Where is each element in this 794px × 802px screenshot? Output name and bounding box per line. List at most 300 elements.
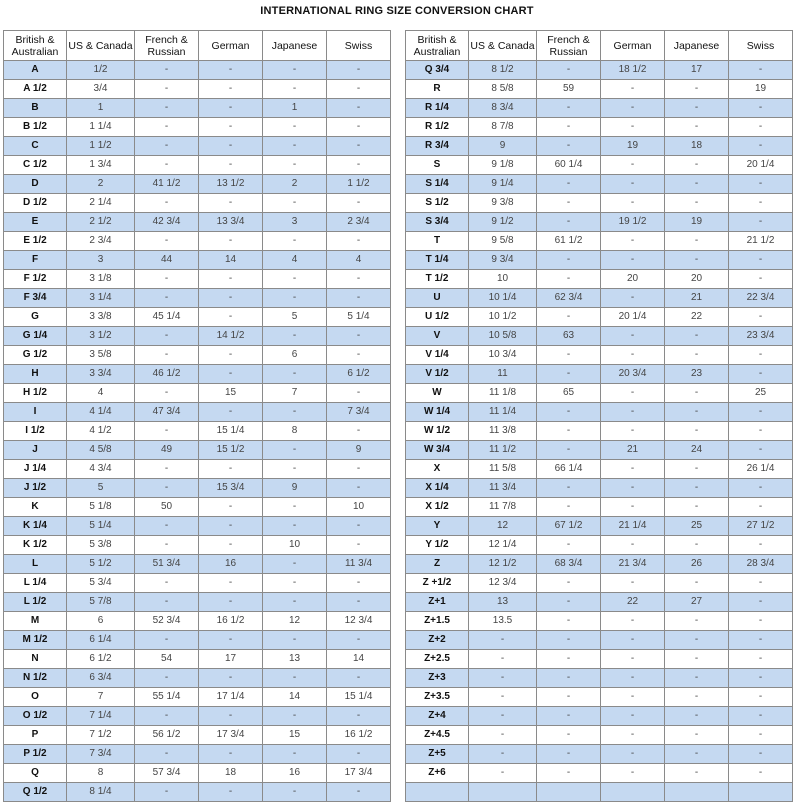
column-header-swiss: Swiss <box>327 31 391 61</box>
table-cell: - <box>601 327 665 346</box>
table-cell: - <box>263 137 327 156</box>
table-row <box>4 213 391 232</box>
table-cell: - <box>537 650 601 669</box>
table-cell: - <box>469 631 537 650</box>
table-cell: 10 5/8 <box>469 327 537 346</box>
table-cell: 17 3/4 <box>199 726 263 745</box>
table-cell: - <box>601 194 665 213</box>
table-cell: - <box>537 669 601 688</box>
table-cell: 12 1/2 <box>469 555 537 574</box>
table-cell: 41 1/2 <box>135 175 199 194</box>
table-cell: - <box>729 498 793 517</box>
table-row <box>406 460 793 479</box>
table-cell: - <box>135 118 199 137</box>
table-cell: - <box>665 745 729 764</box>
size-cell: Y <box>406 517 469 536</box>
table-cell: 8 5/8 <box>469 80 537 99</box>
size-cell: D <box>4 175 67 194</box>
table-cell: - <box>469 726 537 745</box>
table-cell: 3 <box>67 251 135 270</box>
table-cell: - <box>537 612 601 631</box>
table-cell: - <box>537 175 601 194</box>
table-cell: - <box>327 536 391 555</box>
table-row <box>4 156 391 175</box>
table-row <box>406 726 793 745</box>
table-cell: 13 <box>263 650 327 669</box>
table-cell: - <box>601 612 665 631</box>
table-cell: - <box>729 175 793 194</box>
table-cell: 2 3/4 <box>327 213 391 232</box>
table-cell: 10 3/4 <box>469 346 537 365</box>
size-cell: V 1/2 <box>406 365 469 384</box>
table-cell: 21 <box>665 289 729 308</box>
size-cell: X <box>406 460 469 479</box>
size-cell: M 1/2 <box>4 631 67 650</box>
table-row <box>4 327 391 346</box>
size-cell: F 3/4 <box>4 289 67 308</box>
table-cell: - <box>729 99 793 118</box>
table-cell: 17 <box>199 650 263 669</box>
table-row <box>4 232 391 251</box>
table-cell: 13.5 <box>469 612 537 631</box>
table-row <box>406 365 793 384</box>
table-cell: - <box>537 137 601 156</box>
table-row <box>4 764 391 783</box>
table-cell: - <box>199 80 263 99</box>
table-cell: 7 <box>67 688 135 707</box>
table-cell: - <box>665 175 729 194</box>
table-cell: - <box>729 479 793 498</box>
table-cell: 22 3/4 <box>729 289 793 308</box>
table-cell: 26 <box>665 555 729 574</box>
table-cell: - <box>199 137 263 156</box>
table-cell: 47 3/4 <box>135 403 199 422</box>
size-cell: X 1/4 <box>406 479 469 498</box>
table-cell: - <box>601 764 665 783</box>
table-cell: - <box>199 536 263 555</box>
table-cell: - <box>135 194 199 213</box>
table-cell: 18 <box>199 764 263 783</box>
table-cell: - <box>601 688 665 707</box>
table-cell: 21 3/4 <box>601 555 665 574</box>
size-cell: G <box>4 308 67 327</box>
table-cell: - <box>729 422 793 441</box>
table-cell: - <box>199 707 263 726</box>
table-cell: 11 7/8 <box>469 498 537 517</box>
table-cell <box>537 783 601 802</box>
table-cell: 1 <box>67 99 135 118</box>
table-cell: - <box>263 707 327 726</box>
table-cell: - <box>729 194 793 213</box>
table-cell: - <box>263 365 327 384</box>
table-cell: 12 <box>263 612 327 631</box>
table-cell: - <box>263 80 327 99</box>
table-row <box>4 688 391 707</box>
table-cell: - <box>665 156 729 175</box>
table-cell: - <box>665 650 729 669</box>
table-cell: 9 5/8 <box>469 232 537 251</box>
table-row <box>406 137 793 156</box>
table-cell: - <box>537 270 601 289</box>
table-cell: - <box>729 251 793 270</box>
size-cell: H 1/2 <box>4 384 67 403</box>
table-cell: 19 <box>665 213 729 232</box>
table-row <box>4 270 391 289</box>
table-cell: 24 <box>665 441 729 460</box>
table-cell: - <box>135 156 199 175</box>
table-cell: - <box>729 346 793 365</box>
table-cell: 14 <box>263 688 327 707</box>
table-cell: - <box>537 726 601 745</box>
table-cell: 15 1/2 <box>199 441 263 460</box>
table-cell: - <box>135 270 199 289</box>
table-cell: - <box>263 118 327 137</box>
table-cell: - <box>135 593 199 612</box>
table-cell: - <box>327 156 391 175</box>
table-cell: 67 1/2 <box>537 517 601 536</box>
size-cell: Q <box>4 764 67 783</box>
table-cell: - <box>135 669 199 688</box>
table-cell: 7 <box>263 384 327 403</box>
table-cell: - <box>199 574 263 593</box>
size-cell: C 1/2 <box>4 156 67 175</box>
table-cell: 8 1/4 <box>67 783 135 802</box>
table-cell: - <box>263 669 327 688</box>
table-cell: 11 3/4 <box>327 555 391 574</box>
table-row <box>4 707 391 726</box>
table-cell: - <box>665 194 729 213</box>
table-cell: - <box>199 346 263 365</box>
table-cell: 17 <box>665 61 729 80</box>
table-cell: 7 1/4 <box>67 707 135 726</box>
table-cell: - <box>537 479 601 498</box>
table-cell: - <box>601 346 665 365</box>
table-row <box>406 688 793 707</box>
table-cell: - <box>665 327 729 346</box>
table-row <box>406 783 793 802</box>
table-row <box>4 650 391 669</box>
table-cell: 15 1/4 <box>327 688 391 707</box>
table-row <box>4 422 391 441</box>
table-cell: 15 <box>263 726 327 745</box>
table-cell: 27 1/2 <box>729 517 793 536</box>
table-cell: 8 3/4 <box>469 99 537 118</box>
size-cell: Q 1/2 <box>4 783 67 802</box>
table-cell: - <box>729 688 793 707</box>
table-row <box>4 289 391 308</box>
table-cell: 20 3/4 <box>601 365 665 384</box>
table-cell: 11 3/8 <box>469 422 537 441</box>
table-cell <box>729 783 793 802</box>
table-cell: - <box>469 650 537 669</box>
size-cell: X 1/2 <box>406 498 469 517</box>
table-cell: 9 <box>263 479 327 498</box>
table-cell: - <box>601 650 665 669</box>
table-cell: 20 1/4 <box>729 156 793 175</box>
size-cell: A <box>4 61 67 80</box>
table-row <box>406 232 793 251</box>
size-cell: K <box>4 498 67 517</box>
table-cell: - <box>729 213 793 232</box>
table-cell: - <box>729 612 793 631</box>
size-cell <box>406 783 469 802</box>
table-cell: - <box>601 669 665 688</box>
column-header-british-australian: British & Australian <box>4 31 67 61</box>
table-row <box>406 517 793 536</box>
table-cell: - <box>135 574 199 593</box>
table-cell: - <box>665 498 729 517</box>
table-cell: - <box>537 251 601 270</box>
table-cell: 12 3/4 <box>469 574 537 593</box>
table-row <box>406 479 793 498</box>
table-cell: 10 1/2 <box>469 308 537 327</box>
table-cell: - <box>601 99 665 118</box>
column-header-japanese: Japanese <box>665 31 729 61</box>
table-cell: 5 3/8 <box>67 536 135 555</box>
table-cell: - <box>665 80 729 99</box>
table-cell: 2 1/4 <box>67 194 135 213</box>
table-row <box>406 707 793 726</box>
table-cell: - <box>729 707 793 726</box>
table-row <box>4 631 391 650</box>
table-cell: - <box>537 194 601 213</box>
table-cell: 14 <box>199 251 263 270</box>
table-cell: 61 1/2 <box>537 232 601 251</box>
table-cell: 21 1/4 <box>601 517 665 536</box>
table-cell: 9 1/4 <box>469 175 537 194</box>
table-cell: 12 1/4 <box>469 536 537 555</box>
table-cell: 6 <box>67 612 135 631</box>
table-cell: - <box>665 118 729 137</box>
column-header-british-australian: British & Australian <box>406 31 469 61</box>
size-cell: E <box>4 213 67 232</box>
table-cell: - <box>327 270 391 289</box>
column-header-german: German <box>199 31 263 61</box>
table-cell: 5 1/2 <box>67 555 135 574</box>
table-cell: - <box>263 327 327 346</box>
table-row <box>406 156 793 175</box>
table-row <box>4 612 391 631</box>
size-cell: O <box>4 688 67 707</box>
table-cell: - <box>537 631 601 650</box>
table-cell <box>469 783 537 802</box>
table-cell: - <box>327 118 391 137</box>
table-cell: - <box>665 422 729 441</box>
table-cell: 25 <box>729 384 793 403</box>
table-row <box>4 783 391 802</box>
table-row <box>4 251 391 270</box>
table-cell: - <box>263 441 327 460</box>
table-cell: 5 1/4 <box>67 517 135 536</box>
table-cell: 4 5/8 <box>67 441 135 460</box>
table-cell: 1/2 <box>67 61 135 80</box>
table-row <box>4 460 391 479</box>
column-header-french-russian: French & Russian <box>135 31 199 61</box>
table-row <box>406 612 793 631</box>
table-cell: - <box>263 745 327 764</box>
table-cell: - <box>537 707 601 726</box>
table-cell: 20 1/4 <box>601 308 665 327</box>
column-header-german: German <box>601 31 665 61</box>
ring-size-table-left <box>3 30 391 802</box>
table-row <box>406 498 793 517</box>
table-cell: - <box>199 118 263 137</box>
table-cell: - <box>665 764 729 783</box>
table-row <box>406 213 793 232</box>
table-cell: - <box>601 422 665 441</box>
size-cell: I 1/2 <box>4 422 67 441</box>
table-header-row <box>4 31 391 61</box>
table-cell: - <box>263 498 327 517</box>
table-cell: 6 1/2 <box>327 365 391 384</box>
size-cell: F <box>4 251 67 270</box>
table-cell: - <box>263 232 327 251</box>
table-cell: 4 <box>263 251 327 270</box>
table-cell: - <box>327 574 391 593</box>
size-cell: Z+2.5 <box>406 650 469 669</box>
table-cell: 6 1/2 <box>67 650 135 669</box>
table-cell: - <box>601 479 665 498</box>
size-cell: O 1/2 <box>4 707 67 726</box>
table-cell: 13 <box>469 593 537 612</box>
table-cell: 22 <box>665 308 729 327</box>
table-cell: - <box>263 403 327 422</box>
table-cell: - <box>199 308 263 327</box>
table-row <box>406 384 793 403</box>
table-cell: - <box>135 289 199 308</box>
table-cell: 27 <box>665 593 729 612</box>
size-cell: C <box>4 137 67 156</box>
size-cell: U <box>406 289 469 308</box>
size-cell: K 1/4 <box>4 517 67 536</box>
table-cell: - <box>537 365 601 384</box>
size-cell: G 1/4 <box>4 327 67 346</box>
table-cell: - <box>135 232 199 251</box>
size-cell: H <box>4 365 67 384</box>
table-cell: 6 3/4 <box>67 669 135 688</box>
size-cell: P <box>4 726 67 745</box>
table-cell: 15 3/4 <box>199 479 263 498</box>
size-cell: B <box>4 99 67 118</box>
table-cell: - <box>327 137 391 156</box>
size-cell: W 1/4 <box>406 403 469 422</box>
table-cell: - <box>537 745 601 764</box>
table-cell: 19 <box>729 80 793 99</box>
table-cell: - <box>537 498 601 517</box>
table-cell: 17 3/4 <box>327 764 391 783</box>
table-row <box>406 403 793 422</box>
table-cell <box>665 783 729 802</box>
table-cell: 52 3/4 <box>135 612 199 631</box>
size-cell: S 3/4 <box>406 213 469 232</box>
table-row <box>4 403 391 422</box>
size-cell: A 1/2 <box>4 80 67 99</box>
table-cell: 66 1/4 <box>537 460 601 479</box>
table-cell: - <box>199 783 263 802</box>
size-cell: T <box>406 232 469 251</box>
table-cell: - <box>729 118 793 137</box>
table-cell: 49 <box>135 441 199 460</box>
table-cell: - <box>135 422 199 441</box>
table-cell: 4 <box>327 251 391 270</box>
table-cell: 42 3/4 <box>135 213 199 232</box>
table-cell: 12 3/4 <box>327 612 391 631</box>
table-cell: - <box>199 403 263 422</box>
table-body-right <box>406 61 793 802</box>
size-cell: Z+6 <box>406 764 469 783</box>
table-row <box>406 422 793 441</box>
table-cell: - <box>537 688 601 707</box>
table-row <box>4 574 391 593</box>
size-cell: Z+2 <box>406 631 469 650</box>
table-cell: 13 1/2 <box>199 175 263 194</box>
table-cell: - <box>601 536 665 555</box>
table-cell: 9 1/8 <box>469 156 537 175</box>
table-cell: - <box>199 365 263 384</box>
table-cell: 11 <box>469 365 537 384</box>
table-cell: - <box>327 745 391 764</box>
table-cell: - <box>135 346 199 365</box>
size-cell: Z+4 <box>406 707 469 726</box>
size-cell: F 1/2 <box>4 270 67 289</box>
table-cell: 59 <box>537 80 601 99</box>
table-row <box>4 80 391 99</box>
table-cell: - <box>729 61 793 80</box>
table-cell: - <box>327 232 391 251</box>
table-cell: 3 <box>263 213 327 232</box>
table-cell: 11 5/8 <box>469 460 537 479</box>
table-cell: - <box>469 707 537 726</box>
size-cell: R 1/2 <box>406 118 469 137</box>
table-cell: - <box>601 726 665 745</box>
table-row <box>4 175 391 194</box>
table-cell: - <box>199 745 263 764</box>
table-row <box>406 669 793 688</box>
table-cell: - <box>199 289 263 308</box>
size-cell: Z +1/2 <box>406 574 469 593</box>
table-row <box>4 536 391 555</box>
table-cell: 50 <box>135 498 199 517</box>
size-cell: Z+3 <box>406 669 469 688</box>
table-row <box>406 593 793 612</box>
table-row <box>4 61 391 80</box>
table-cell: - <box>327 783 391 802</box>
table-cell: - <box>327 289 391 308</box>
table-cell: 14 1/2 <box>199 327 263 346</box>
table-cell: - <box>327 61 391 80</box>
table-cell: 56 1/2 <box>135 726 199 745</box>
table-row <box>406 650 793 669</box>
table-cell: 15 <box>199 384 263 403</box>
table-cell: - <box>135 745 199 764</box>
table-cell: - <box>729 403 793 422</box>
size-cell: V <box>406 327 469 346</box>
table-row <box>406 745 793 764</box>
table-cell: 18 <box>665 137 729 156</box>
table-cell: - <box>729 574 793 593</box>
size-cell: I <box>4 403 67 422</box>
column-header-swiss: Swiss <box>729 31 793 61</box>
table-cell: - <box>263 460 327 479</box>
table-cell: 18 1/2 <box>601 61 665 80</box>
table-cell: - <box>601 574 665 593</box>
table-row <box>406 80 793 99</box>
table-cell: 14 <box>327 650 391 669</box>
column-header-french-russian: French & Russian <box>537 31 601 61</box>
table-cell: 3 1/2 <box>67 327 135 346</box>
size-cell: Z+1 <box>406 593 469 612</box>
size-cell: W <box>406 384 469 403</box>
